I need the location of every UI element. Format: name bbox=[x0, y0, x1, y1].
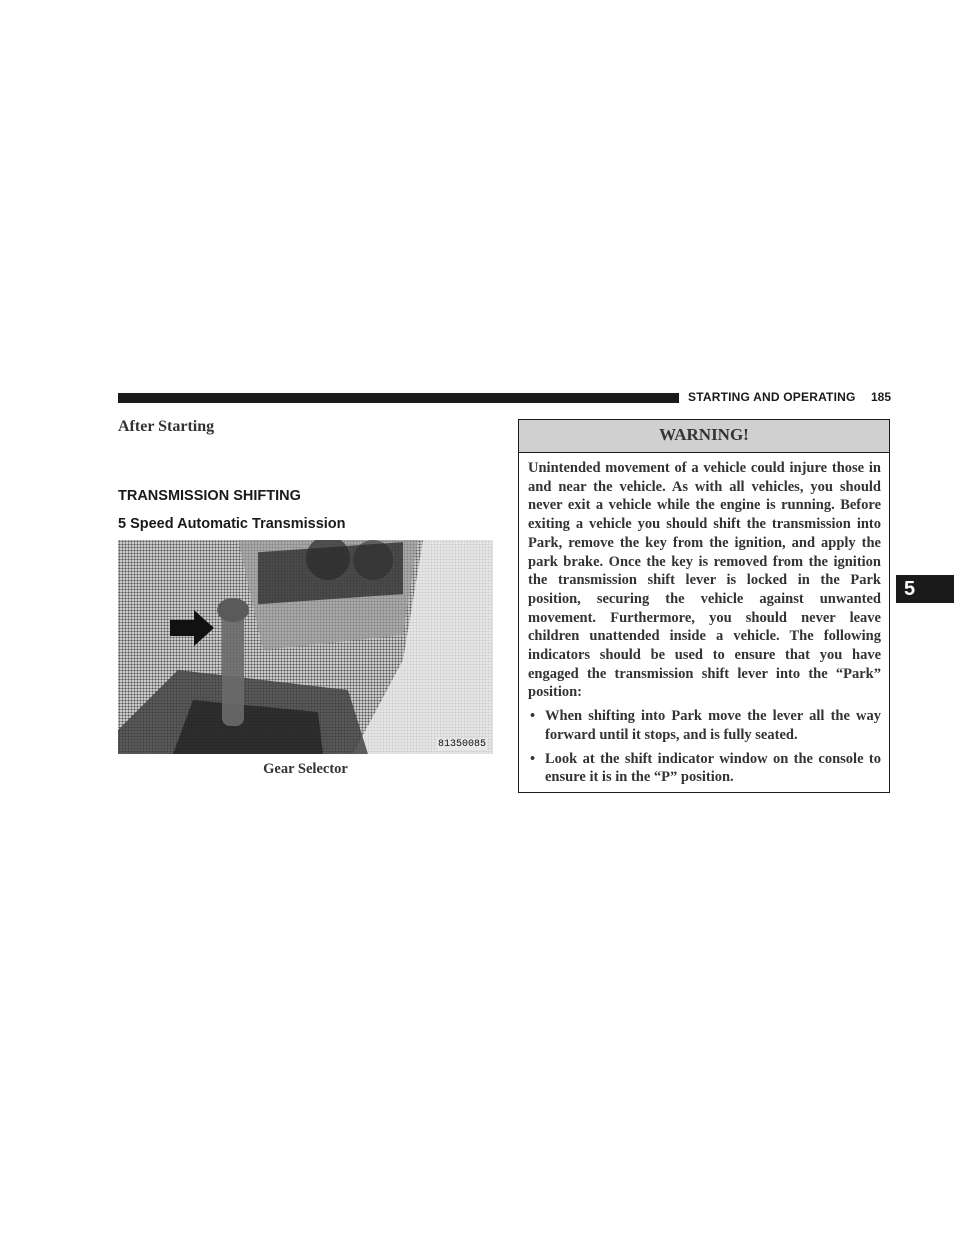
header-section-title: STARTING AND OPERATING bbox=[688, 390, 856, 404]
bullet-icon: • bbox=[530, 750, 536, 767]
header-rule bbox=[118, 393, 679, 403]
bullet-icon: • bbox=[530, 708, 536, 725]
warning-bullet: • When shifting into Park move the lever all the way forward until it stops, and is fully seated. bbox=[530, 708, 881, 743]
warning-text: Unintended movement of a vehicle could injure those in and near the vehicle. As with all vehicles, you should never exit a vehicle while the engine is running. Before exiting a vehicle you should shift the transmission into Park, remove the key from the ignition, and apply the park brake. Once the key is removed from the ignition the transmission shift lever is locked in the Park position, securing the vehicle against unwanted movement. Furthermore, you should never leave children unattended inside a vehicle. The following indicators should be used to ensure that you have engaged the transmission shift lever into the “Park” position: bbox=[528, 460, 881, 701]
warning-box bbox=[518, 419, 890, 793]
subsection-heading: 5 Speed Automatic Transmission bbox=[118, 516, 346, 532]
section-heading: TRANSMISSION SHIFTING bbox=[118, 488, 301, 504]
gear-selector-figure bbox=[118, 540, 493, 754]
figure-caption: Gear Selector bbox=[263, 761, 348, 777]
warning-title: WARNING! bbox=[519, 420, 889, 453]
chapter-tab: 5 bbox=[896, 575, 954, 603]
warning-bullet: • Look at the shift indicator window on the console to ensure it is in the “P” position. bbox=[530, 750, 881, 786]
warning-body bbox=[519, 453, 889, 787]
gear-selector-illustration bbox=[118, 540, 493, 754]
page-number: 185 bbox=[871, 390, 892, 404]
after-starting-heading: After Starting bbox=[118, 418, 215, 435]
warning-bullet-list bbox=[528, 707, 881, 787]
figure-reference-code: 81350085 bbox=[437, 739, 486, 750]
